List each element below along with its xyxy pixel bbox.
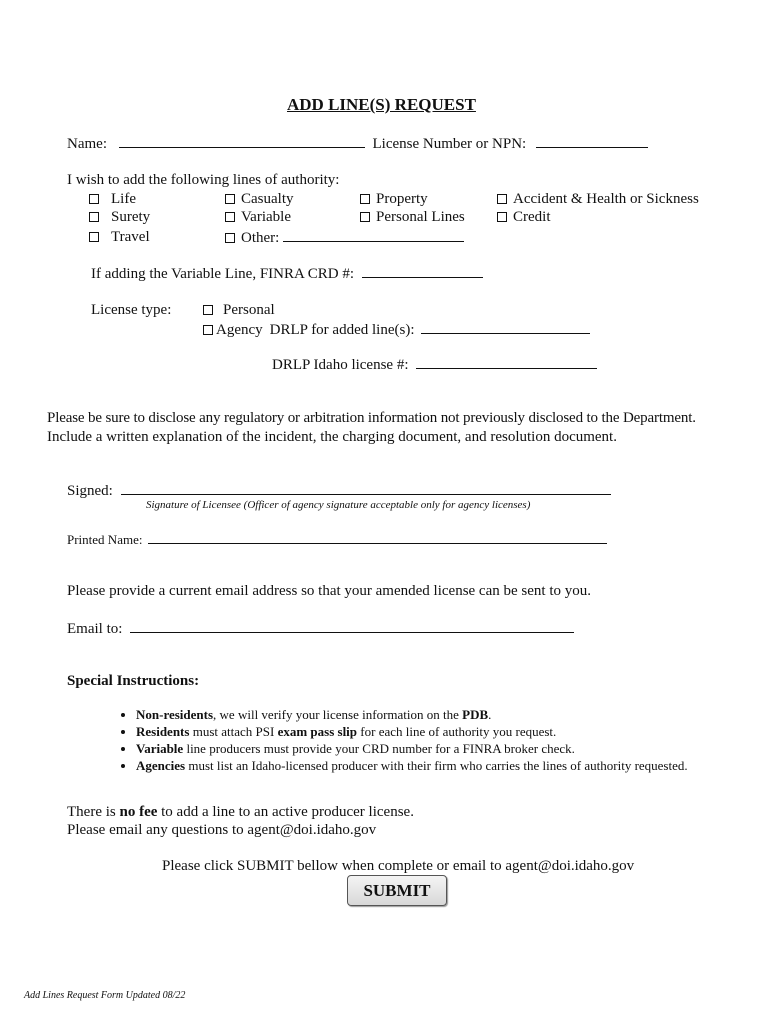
email-row	[67, 619, 574, 638]
lines-intro: I wish to add the following lines of authority:	[67, 172, 340, 188]
checkbox-travel[interactable]	[89, 228, 150, 246]
checkbox-box[interactable]	[497, 212, 507, 222]
email-request: Please provide a current email address so that your amended license can be sent to you.	[67, 583, 591, 599]
other-label: Other:	[241, 230, 280, 246]
signature-field[interactable]	[121, 481, 611, 495]
finra-crd-field[interactable]	[362, 264, 483, 278]
checkbox-personal[interactable]	[203, 301, 275, 319]
email-field[interactable]	[130, 619, 574, 633]
submit-button[interactable]: SUBMIT	[347, 875, 447, 906]
signed-row	[67, 481, 611, 500]
fee-text: There is	[67, 804, 120, 820]
drlp-idaho-field[interactable]	[416, 355, 597, 369]
list-item	[136, 723, 696, 740]
email-label: Email to:	[67, 621, 123, 637]
instruction-text: , we will verify your license information on the	[213, 707, 463, 722]
disclosure-line-1: Please be sure to disclose any regulatory or arbitration information not previously disclosed to the Department.	[47, 410, 696, 426]
instruction-text: must attach PSI	[189, 724, 278, 739]
instruction-text: .	[488, 707, 492, 722]
travel-label: Travel	[111, 229, 150, 245]
checkbox-box[interactable]	[497, 194, 507, 204]
casualty-label: Casualty	[241, 191, 294, 207]
form-footer: Add Lines Request Form Updated 08/22	[24, 990, 186, 1001]
list-item	[136, 740, 696, 757]
signed-label: Signed:	[67, 483, 113, 499]
checkbox-surety[interactable]	[89, 208, 150, 226]
checkbox-box[interactable]	[89, 212, 99, 222]
special-instructions-heading: Special Instructions:	[67, 673, 200, 689]
instruction-text: for each line of authority you request.	[357, 724, 557, 739]
instruction-keyword: exam pass slip	[277, 724, 358, 739]
checkbox-agency[interactable]	[203, 320, 590, 339]
checkbox-property[interactable]	[360, 190, 428, 208]
drlp-added-label: DRLP for added line(s):	[269, 322, 415, 338]
name-label: Name:	[67, 136, 107, 152]
license-number-label: License Number or NPN:	[372, 136, 527, 152]
instruction-text: must list an Idaho-licensed producer with their firm who carries the lines of authority requested.	[185, 758, 688, 773]
instruction-keyword: Residents	[136, 724, 190, 739]
checkbox-box[interactable]	[203, 325, 213, 335]
license-number-field[interactable]	[536, 134, 648, 148]
questions-note: Please email any questions to agent@doi.idaho.gov	[67, 822, 377, 838]
agency-label: Agency	[216, 322, 263, 338]
personal-lines-label: Personal Lines	[376, 209, 465, 225]
checkbox-box[interactable]	[360, 212, 370, 222]
instruction-keyword: Non-residents	[136, 707, 214, 722]
finra-label: If adding the Variable Line, FINRA CRD #:	[91, 266, 355, 282]
surety-label: Surety	[111, 209, 151, 225]
life-label: Life	[111, 191, 136, 207]
accident-health-label: Accident & Health or Sickness	[513, 191, 699, 207]
checkbox-box[interactable]	[360, 194, 370, 204]
other-field[interactable]	[283, 228, 464, 242]
disclosure-line-2: Include a written explanation of the incident, the charging document, and resolution document.	[47, 429, 617, 445]
page-title: ADD LINE(S) REQUEST	[287, 95, 476, 114]
instruction-keyword: Agencies	[136, 758, 186, 773]
checkbox-accident-health[interactable]	[497, 190, 699, 208]
checkbox-personal-lines[interactable]	[360, 208, 465, 226]
checkbox-box[interactable]	[225, 233, 235, 243]
drlp-idaho-row	[272, 355, 597, 374]
checkbox-variable[interactable]	[225, 208, 291, 226]
finra-row	[91, 264, 483, 283]
checkbox-life[interactable]	[89, 190, 136, 208]
fee-note	[67, 803, 414, 821]
checkbox-box[interactable]	[225, 212, 235, 222]
variable-label: Variable	[241, 209, 291, 225]
fee-keyword: no fee	[119, 804, 158, 820]
license-type-label: License type:	[91, 302, 172, 318]
checkbox-other[interactable]	[225, 228, 464, 247]
instruction-keyword: Variable	[136, 741, 184, 756]
instructions-list	[110, 706, 696, 774]
list-item	[136, 706, 696, 723]
checkbox-casualty[interactable]	[225, 190, 294, 208]
instruction-text: line producers must provide your CRD number for a FINRA broker check.	[183, 741, 575, 756]
checkbox-box[interactable]	[225, 194, 235, 204]
signature-note: Signature of Licensee (Officer of agency signature acceptable only for agency licenses)	[146, 499, 531, 511]
checkbox-box[interactable]	[89, 232, 99, 242]
drlp-added-field[interactable]	[421, 320, 590, 334]
list-item	[136, 757, 696, 774]
checkbox-credit[interactable]	[497, 208, 551, 226]
submit-instruction: Please click SUBMIT bellow when complete or email to agent@doi.idaho.gov	[162, 858, 635, 874]
printed-name-row	[67, 530, 607, 548]
property-label: Property	[376, 191, 428, 207]
credit-label: Credit	[513, 209, 551, 225]
fee-text: to add a line to an active producer license.	[157, 804, 414, 820]
instruction-keyword: PDB	[462, 707, 489, 722]
printed-name-label: Printed Name:	[67, 532, 143, 547]
printed-name-field[interactable]	[148, 530, 607, 544]
name-field[interactable]	[119, 134, 365, 148]
name-row	[67, 134, 648, 153]
drlp-idaho-label: DRLP Idaho license #:	[272, 357, 409, 373]
personal-label: Personal	[223, 302, 275, 318]
checkbox-box[interactable]	[203, 305, 213, 315]
checkbox-box[interactable]	[89, 194, 99, 204]
